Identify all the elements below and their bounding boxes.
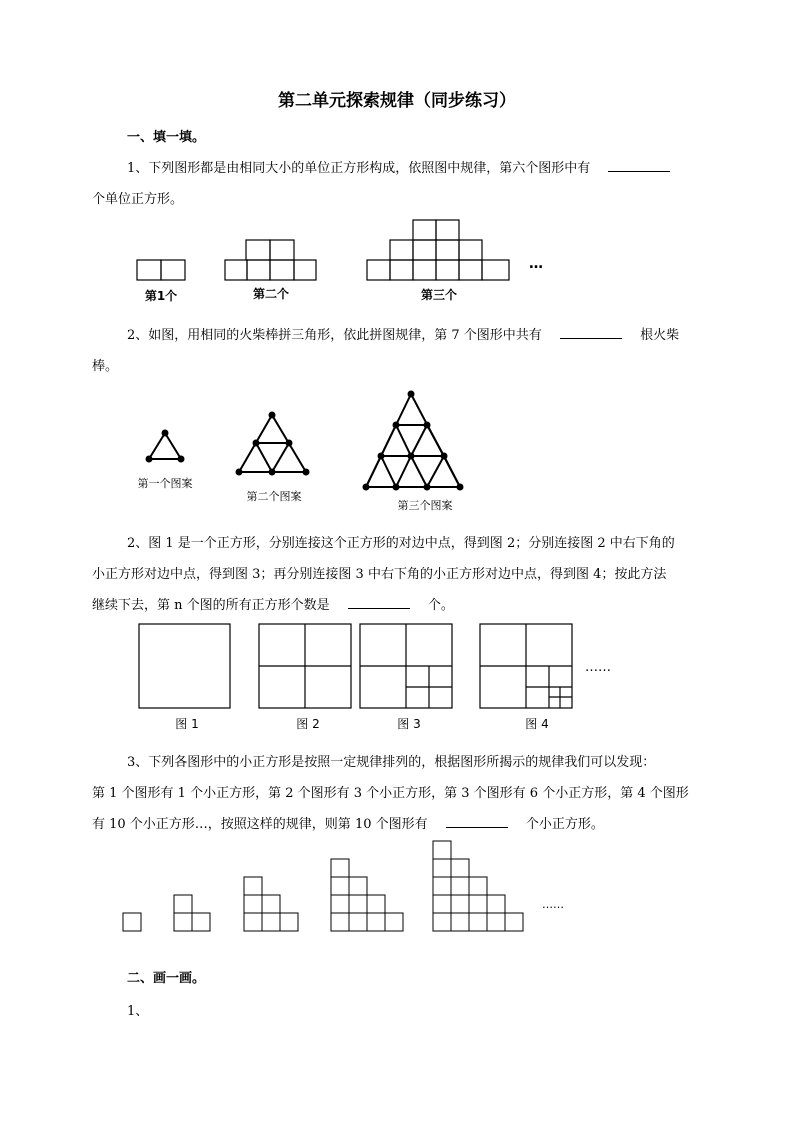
page-title: 第二单元探索规律（同步练习）	[278, 91, 516, 111]
q3-line-2: 第 1 个图形有 1 个小正方形，第 2 个图形有 3 个小正方形，第 3 个图形有 6 个小正方形，第 4 个图形	[92, 786, 689, 801]
q2b-caption-4: 图 4	[525, 717, 549, 731]
q2a-text-1a: 2、如图，用相同的火柴棒拼三角形，依此拼图规律，第 7 个图形中共有	[127, 328, 542, 343]
q2b-text-3b: 个。	[427, 598, 454, 613]
section-1-heading: 一、填一填。	[127, 130, 206, 145]
q1-caption-3: 第三个	[420, 288, 457, 302]
q3-figure-4	[331, 859, 403, 931]
q2a-line-2: 棒。	[92, 359, 119, 374]
q3-figure-3	[244, 877, 298, 931]
section-2-heading: 二、画一画。	[127, 971, 206, 986]
q2b-caption-1: 图 1	[175, 717, 199, 731]
q1-caption-2: 第二个	[252, 287, 289, 301]
q3-figure-5	[433, 841, 523, 931]
q1-text-1: 1、下列图形都是由相同大小的单位正方形构成，依照图中规律，第六个图形中有	[127, 161, 591, 176]
q3-text-3b: 个小正方形。	[525, 817, 604, 832]
q2b-ellipsis: ……	[585, 660, 611, 675]
q4-label: 1、	[127, 1004, 149, 1019]
q3-ellipsis: ……	[542, 898, 564, 911]
q2b-caption-3: 图 3	[397, 717, 421, 731]
q2b-caption-2: 图 2	[296, 717, 320, 731]
q2a-caption-3: 第三个图案	[397, 499, 453, 512]
q3-line-1: 3、下列各图形中的小正方形是按照一定规律排列的，根据图形所揭示的规律我们可以发现：	[127, 755, 656, 770]
q2b-line-2: 小正方形对边中点，得到图 3；再分别连接图 3 中右下角的小正方形对边中点，得到图 4；按此方法	[92, 567, 667, 582]
q2a-text-1b: 根火柴	[640, 328, 680, 343]
q2a-caption-2: 第二个图案	[246, 490, 302, 503]
q3-figure-1	[123, 913, 141, 931]
q1-line-2: 个单位正方形。	[92, 192, 184, 207]
q2b-text-3a: 继续下去，第 n 个图的所有正方形个数是	[92, 598, 330, 613]
q3-figure-2	[174, 895, 210, 931]
q1-caption-1: 第1个	[144, 289, 178, 303]
q3-text-3a: 有 10 个小正方形…，按照这样的规律，则第 10 个图形有	[92, 817, 428, 832]
q1-ellipsis: …	[529, 256, 543, 272]
q2a-caption-1: 第一个图案	[137, 477, 193, 490]
q2b-line-1: 2、图 1 是一个正方形，分别连接这个正方形的对边中点，得到图 2；分别连接图 2 中右下角的	[127, 536, 675, 551]
